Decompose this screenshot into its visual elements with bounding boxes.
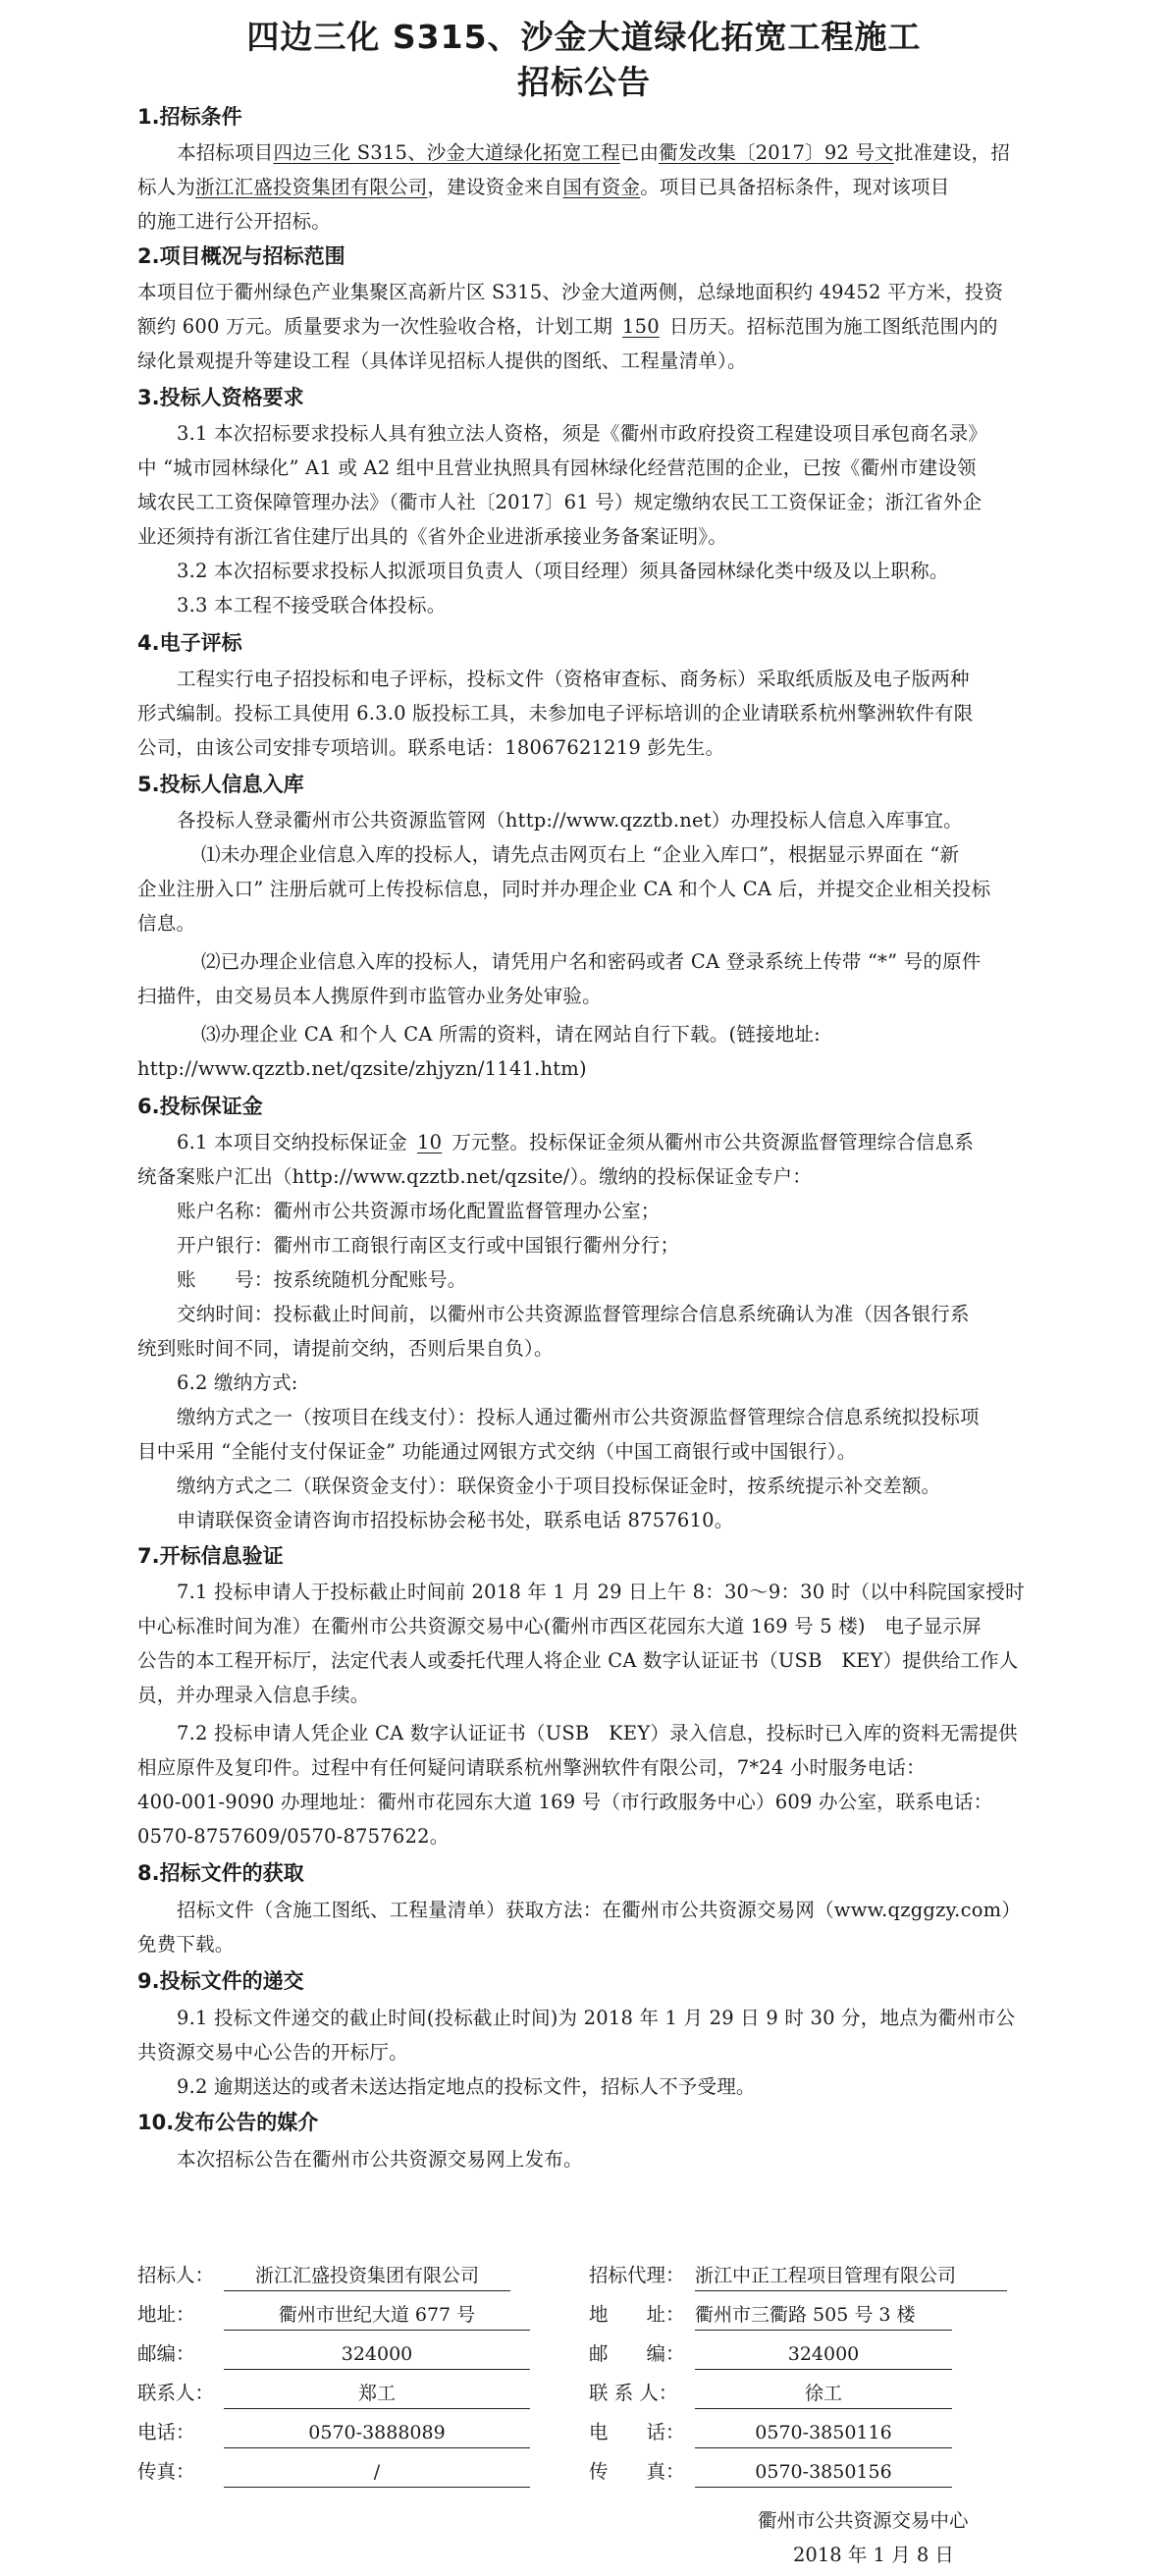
paragraph-line: 交纳时间：投标截止时间前，以衢州市公共资源监督管理综合信息系统确认为准（因各银行系 bbox=[177, 1303, 970, 1325]
agent-fax-label: 传 真： bbox=[589, 2460, 685, 2483]
paragraph-line: 申请联保资金请咨询市招投标协会秘书处，联系电话 8757610。 bbox=[177, 1509, 734, 1531]
agent-value: 浙江中正工程项目管理有限公司 bbox=[695, 2261, 1007, 2291]
paragraph-line: 本项目位于衢州绿色产业集聚区高新片区 S315、沙金大道两侧，总绿地面积约 49452 平方米，投资 bbox=[137, 281, 1004, 303]
section-heading-9: 9.投标文件的递交 bbox=[137, 1969, 304, 1993]
paragraph-line: 统备案账户汇出（http://www.qzztb.net/qzsite/）。缴纳的投标保证金专户： bbox=[137, 1165, 812, 1188]
agent-phone-value: 0570-3850116 bbox=[695, 2418, 952, 2448]
issuer-name: 衢州市公共资源交易中心 bbox=[758, 2509, 969, 2532]
section-heading-7: 7.开标信息验证 bbox=[137, 1544, 284, 1568]
paragraph-line: 各投标人登录衢州市公共资源监管网（http://www.qzztb.net）办理投标人信息入库事宜。 bbox=[177, 809, 963, 832]
document-title: 四边三化 S315、沙金大道绿化拓宽工程施工 bbox=[246, 18, 922, 56]
section-heading-3: 3.投标人资格要求 bbox=[137, 386, 304, 409]
paragraph-line: 3.3 本工程不接受联合体投标。 bbox=[177, 594, 447, 617]
bid-bond-amount: 10 bbox=[417, 1131, 443, 1154]
paragraph-line: 标人为浙江汇盛投资集团有限公司，建设资金来自国有资金。项目已具备招标条件，现对该项目 bbox=[137, 176, 950, 198]
paragraph-line: 400-001-9090 办理地址：衢州市花园东大道 169 号（市行政服务中心）609 办公室，联系电话： bbox=[137, 1791, 993, 1813]
paragraph-line: 本次招标公告在衢州市公共资源交易网上发布。 bbox=[177, 2148, 583, 2171]
paragraph-line: 缴纳方式之一（按项目在线支付）：投标人通过衢州市公共资源监督管理综合信息系统拟投标项 bbox=[177, 1406, 980, 1428]
tenderer-contact-value: 郑工 bbox=[224, 2379, 530, 2409]
paragraph-line: 扫描件，由交易员本人携原件到市监管办业务处审验。 bbox=[137, 985, 602, 1007]
approval-document: 衢发改集〔2017〕92 号文 bbox=[659, 141, 894, 164]
paragraph-line: 6.2 缴纳方式: bbox=[177, 1371, 298, 1394]
section-heading-1: 1.招标条件 bbox=[137, 105, 242, 129]
paragraph-line: 3.2 本次招标要求投标人拟派项目负责人（项目经理）须具备园林绿化类中级及以上职称。 bbox=[177, 560, 949, 582]
section-heading-6: 6.投标保证金 bbox=[137, 1095, 263, 1118]
tenderer-address-label: 地址： bbox=[137, 2303, 195, 2326]
paragraph-line: 公告的本工程开标厅，法定代表人或委托代理人将企业 CA 数字认证证书（USB KEY）提供给工作人 bbox=[137, 1649, 1019, 1672]
paragraph-line: 账户名称：衢州市公共资源市场化配置监督管理办公室； bbox=[177, 1200, 661, 1222]
paragraph-line: 招标文件（含施工图纸、工程量清单）获取方法：在衢州市公共资源交易网（www.qzggzy.com） bbox=[177, 1899, 1022, 1921]
tenderer-fax-value: / bbox=[224, 2457, 530, 2488]
tenderer-label: 招标人： bbox=[137, 2264, 215, 2286]
agent-fax-value: 0570-3850156 bbox=[695, 2457, 952, 2488]
section-heading-4: 4.电子评标 bbox=[137, 631, 242, 655]
paragraph-line: 账 号：按系统随机分配账号。 bbox=[177, 1268, 467, 1291]
agent-address-value: 衢州市三衢路 505 号 3 楼 bbox=[695, 2300, 952, 2331]
paragraph-line: 3.1 本次招标要求投标人具有独立法人资格，须是《衢州市政府投资工程建设项目承包商名录》 bbox=[177, 422, 988, 445]
paragraph-line: 7.2 投标申请人凭企业 CA 数字认证证书（USB KEY）录入信息，投标时已入库的资料无需提供 bbox=[177, 1722, 1018, 1744]
paragraph-line: 信息。 bbox=[137, 912, 196, 935]
paragraph-line: 本招标项目四边三化 S315、沙金大道绿化拓宽工程已由衢发改集〔2017〕92 号文批准建设，招 bbox=[177, 141, 1011, 164]
section-heading-5: 5.投标人信息入库 bbox=[137, 773, 304, 796]
document-subtitle: 招标公告 bbox=[517, 63, 651, 101]
paragraph-line: 形式编制。投标工具使用 6.3.0 版投标工具，未参加电子评标培训的企业请联系杭州擎洲软件有限 bbox=[137, 702, 974, 724]
tenderer-phone-value: 0570-3888089 bbox=[224, 2418, 530, 2448]
tenderer-postcode-label: 邮编： bbox=[137, 2342, 195, 2365]
paragraph-line: 中心标准时间为准）在衢州市公共资源交易中心(衢州市西区花园东大道 169 号 5 楼) 电子显示屏 bbox=[137, 1615, 982, 1637]
paragraph-line: http://www.qzztb.net/qzsite/zhjyzn/1141.htm) bbox=[137, 1057, 587, 1080]
section-heading-8: 8.招标文件的获取 bbox=[137, 1861, 304, 1885]
agent-postcode-value: 324000 bbox=[695, 2339, 952, 2370]
paragraph-line: 员，并办理录入信息手续。 bbox=[137, 1684, 370, 1706]
paragraph-line: 域农民工工资保障管理办法》（衢市人社〔2017〕61 号）规定缴纳农民工工资保证金；浙江省外企 bbox=[137, 491, 982, 513]
section-heading-2: 2.项目概况与招标范围 bbox=[137, 244, 345, 268]
paragraph-line: 绿化景观提升等建设工程（具体详见招标人提供的图纸、工程量清单）。 bbox=[137, 349, 747, 372]
paragraph-line: 公司，由该公司安排专项培训。联系电话：18067621219 彭先生。 bbox=[137, 736, 725, 759]
paragraph-line: 9.1 投标文件递交的截止时间(投标截止时间)为 2018 年 1 月 29 日 9 时 30 分，地点为衢州市公 bbox=[177, 2007, 1016, 2029]
paragraph-line: 业还须持有浙江省住建厅出具的《省外企业进浙承接业务备案证明》。 bbox=[137, 525, 727, 548]
tenderer-value: 浙江汇盛投资集团有限公司 bbox=[224, 2261, 510, 2291]
paragraph-line: 9.2 逾期送达的或者未送达指定地点的投标文件，招标人不予受理。 bbox=[177, 2075, 756, 2098]
agent-address-label: 地 址： bbox=[589, 2303, 685, 2326]
paragraph-line: ⑵已办理企业信息入库的投标人，请凭用户名和密码或者 CA 登录系统上传带 “*” 号的原件 bbox=[201, 950, 982, 973]
paragraph-line: 6.1 本项目交纳投标保证金 10 万元整。投标保证金须从衢州市公共资源监督管理综合信息系 bbox=[177, 1131, 975, 1154]
paragraph-line: 0570-8757609/0570-8757622。 bbox=[137, 1825, 450, 1848]
agent-label: 招标代理： bbox=[589, 2264, 685, 2286]
agent-contact-label: 联 系 人： bbox=[589, 2382, 678, 2404]
project-name: 四边三化 S315、沙金大道绿化拓宽工程 bbox=[273, 141, 620, 164]
paragraph-line: 企业注册入口” 注册后就可上传投标信息，同时并办理企业 CA 和个人 CA 后，并提交企业相关投标 bbox=[137, 878, 991, 900]
issue-date: 2018 年 1 月 8 日 bbox=[793, 2544, 954, 2566]
paragraph-line: ⑴未办理企业信息入库的投标人，请先点击网页右上 “企业入库口”，根据显示界面在 “新 bbox=[201, 843, 960, 866]
fund-source: 国有资金 bbox=[562, 176, 641, 198]
paragraph-line: 中 “城市园林绿化” A1 或 A2 组中且营业执照具有园林绿化经营范围的企业，已按《衢州市建设领 bbox=[137, 456, 977, 479]
tenderer-address-value: 衢州市世纪大道 677 号 bbox=[224, 2300, 530, 2331]
agent-postcode-label: 邮 编： bbox=[589, 2342, 685, 2365]
paragraph-line: 开户银行：衢州市工商银行南区支行或中国银行衢州分行； bbox=[177, 1234, 680, 1257]
paragraph-line: 免费下载。 bbox=[137, 1933, 235, 1956]
agent-phone-label: 电 话： bbox=[589, 2421, 685, 2443]
paragraph-line: ⑶办理企业 CA 和个人 CA 所需的资料，请在网站自行下载。(链接地址: bbox=[201, 1023, 821, 1046]
paragraph-line: 的施工进行公开招标。 bbox=[137, 210, 332, 233]
tenderer-postcode-value: 324000 bbox=[224, 2339, 530, 2370]
paragraph-line: 共资源交易中心公告的开标厅。 bbox=[137, 2041, 408, 2064]
paragraph-line: 目中采用 “全能付支付保证金” 功能通过网银方式交纳（中国工商银行或中国银行）。 bbox=[137, 1440, 857, 1463]
tenderer-fax-label: 传真： bbox=[137, 2460, 195, 2483]
section-heading-10: 10.发布公告的媒介 bbox=[137, 2111, 319, 2134]
tenderer-name: 浙江汇盛投资集团有限公司 bbox=[195, 176, 428, 198]
paragraph-line: 统到账时间不同，请提前交纳，否则后果自负）。 bbox=[137, 1337, 554, 1360]
paragraph-line: 工程实行电子招投标和电子评标，投标文件（资格审查标、商务标）采取纸质版及电子版两种 bbox=[177, 668, 970, 690]
paragraph-line: 7.1 投标申请人于投标截止时间前 2018 年 1 月 29 日上午 8：30～9：30 时（以中科院国家授时 bbox=[177, 1581, 1025, 1603]
tenderer-contact-label: 联系人： bbox=[137, 2382, 215, 2404]
paragraph-line: 缴纳方式之二（联保资金支付）：联保资金小于项目投标保证金时，按系统提示补交差额。 bbox=[177, 1475, 941, 1497]
agent-contact-value: 徐工 bbox=[695, 2379, 952, 2409]
tenderer-phone-label: 电话： bbox=[137, 2421, 195, 2443]
paragraph-line: 相应原件及复印件。过程中有任何疑问请联系杭州擎洲软件有限公司，7*24 小时服务电话： bbox=[137, 1756, 926, 1779]
paragraph-line: 额约 600 万元。质量要求为一次性验收合格，计划工期 150 日历天。招标范围为施工图纸范围内的 bbox=[137, 315, 998, 338]
construction-period: 150 bbox=[622, 315, 660, 338]
